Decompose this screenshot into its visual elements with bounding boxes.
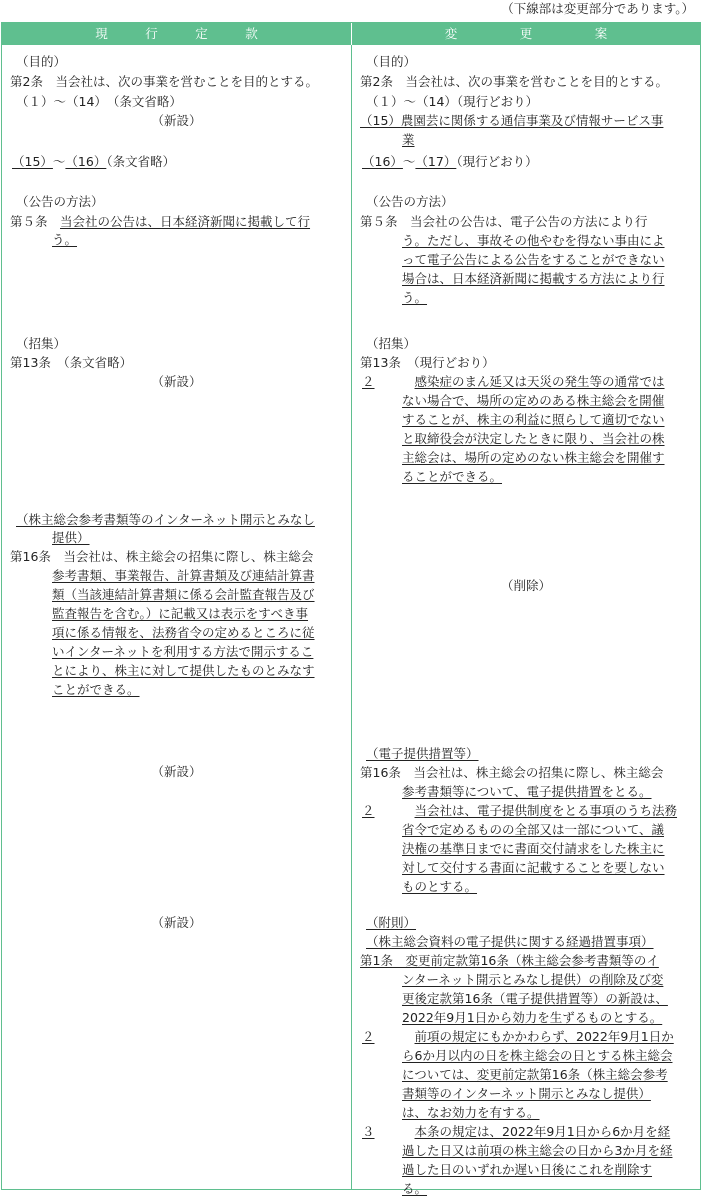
right-article13-heading: （招集）	[366, 336, 417, 351]
right-supp-article1-line2: ンターネット開示とみなし提供）の削除及び変	[402, 972, 664, 987]
right-article13-para2-line2: ない場合で、場所の定めのある株主総会を開催	[402, 393, 665, 408]
right-supp-para2-line4: 書類等のインターネット開示とみなし提供）	[402, 1086, 651, 1101]
right-supp-para3-line4: る。	[402, 1181, 428, 1196]
right-article5-line2: う。ただし、事故その他やむを得ない事由によ	[402, 233, 665, 248]
right-supp-para3-line3: 過した日のいずれか遅い日後にこれを削除す	[402, 1162, 653, 1177]
right-supplementary-heading: （附則）	[366, 915, 417, 930]
right-article5-line1: 第５条 当会社の公告は、電子公告の方法により行	[360, 214, 648, 229]
left-article16-line4: 監査報告を含む。）に記載又は表示をすべき事	[52, 606, 309, 621]
right-supp-article1-line3: 更後定款第16条（電子提供措置等）の新設は、	[402, 991, 668, 1006]
comparison-table	[1, 22, 701, 1196]
right-supp-para3-text: 本条の規定は、2022年9月1日から6か月を経	[414, 1124, 671, 1139]
right-article16-para2-line2: 省令で定めるものの全部又は一部について、議	[402, 822, 665, 837]
right-item17: （17）	[415, 154, 457, 169]
left-new-marker-2: （新設）	[151, 374, 202, 389]
left-article13-heading: （招集）	[16, 336, 67, 351]
right-article16-para2-text: 当会社は、電子提供制度をとる事項のうち法務	[414, 803, 678, 818]
left-new-marker-3: （新設）	[151, 764, 202, 779]
right-article16-heading: （電子提供措置等）	[366, 746, 479, 761]
right-supp-para2-line5: は、なお効力を有する。	[402, 1105, 540, 1120]
left-article16-line1: 第16条 当会社は、株主総会の招集に際し、株主総会	[10, 549, 314, 564]
left-item15: （15）	[12, 154, 53, 169]
right-article16-para2-line4: 対して交付する書面に記載することを要しない	[402, 860, 665, 875]
left-article16-line7: とにより、株主に対して提供したものとみなす	[52, 663, 315, 678]
right-article16-para2-line1	[362, 802, 677, 820]
left-article16-heading-2: 提供）	[52, 530, 90, 545]
right-article2-text: 第2条 当会社は、次の事業を営むことを目的とする。	[360, 74, 668, 89]
left-article5-label: 第５条	[10, 214, 61, 229]
right-article13-para2-line3: することが、株主の利益に照らして適切でない	[402, 412, 665, 427]
right-article2-items-16-17	[362, 153, 538, 171]
right-supp-article1-line1: 第1条 変更前定款第16条（株主総会参考書類等のイ	[360, 953, 659, 968]
header-proposed: 変 更 案	[444, 26, 608, 41]
left-article13-text: 第13条 （条文省略）	[10, 355, 133, 370]
column-divider	[351, 45, 352, 1189]
right-supp-para2-number: ２	[362, 1029, 375, 1044]
right-article13-para2-line1	[362, 373, 665, 391]
right-supp-para3-number: ３	[362, 1124, 375, 1139]
right-article16-line2: 参考書類等について、電子提供措置をとる。	[402, 784, 652, 799]
right-article16-para2-number: ２	[362, 803, 375, 818]
right-article5-heading: （公告の方法）	[366, 194, 454, 209]
left-article2-items: （１）～（14） （条文省略）	[16, 94, 182, 109]
right-article2-heading: （目的）	[366, 54, 417, 69]
header-current: 現 行 定 款	[95, 26, 258, 41]
left-article5-line1	[10, 213, 310, 231]
right-supp-para3-line1	[362, 1123, 670, 1141]
left-article16-line2: 参考書類、事業報告、計算書類及び連結計算書	[52, 568, 315, 583]
right-supp-para2-line2: ら6か月以内の日を株主総会の日とする株主総会	[402, 1048, 673, 1063]
left-new-marker-4: （新設）	[151, 915, 202, 930]
right-article2-item15-line2: 業	[402, 132, 415, 147]
right-supp-para3-line2: 過した日又は前項の株主総会の日から3か月を経	[402, 1143, 673, 1158]
left-article16-line6: いインターネットを利用する方法で開示するこ	[52, 644, 314, 659]
right-supp-para2-line1	[362, 1028, 674, 1046]
right-unchanged: （現行どおり）	[456, 154, 538, 169]
right-supp-article1-line4: 2022年9月1日から効力を生ずるものとする。	[402, 1010, 663, 1025]
left-omitted: （条文省略）	[106, 154, 176, 169]
right-para2-text: 感染症のまん延又は天災の発生等の通常では	[414, 374, 665, 389]
right-supplementary-subheading: （株主総会資料の電子提供に関する経過措置事項）	[366, 934, 654, 949]
right-article5-line3: って電子公告による公告をすることができない	[402, 252, 665, 267]
left-article2-items-15-16	[12, 153, 175, 171]
right-item16: （16）	[362, 154, 403, 169]
right-article13-text: 第13条 （現行どおり）	[360, 355, 495, 370]
left-article16-line8: ことができる。	[52, 682, 140, 697]
left-article16-heading-1: （株主総会参考書類等のインターネット開示とみなし	[16, 512, 315, 527]
right-supp-para2-line3: については、変更前定款第16条（株主総会参考	[402, 1067, 668, 1082]
left-article16-line5: 項に係る情報を、法務省令の定めるところに従	[52, 625, 315, 640]
right-article16-para2-line3: 決権の基準日までに書面交付請求をした株主に	[402, 841, 665, 856]
left-tilde: ～	[52, 154, 66, 169]
left-new-marker-1: （新設）	[151, 113, 202, 128]
table-header	[2, 23, 700, 45]
right-article5-line5: う。	[402, 290, 428, 305]
right-article16-para2-line5: ものとする。	[402, 879, 478, 894]
right-article2-item15-line1: （15）農園芸に関係する通信事業及び情報サービス事	[360, 113, 664, 128]
left-article2-text: 第2条 当会社は、次の事業を営むことを目的とする。	[10, 74, 318, 89]
right-article5-line4: 場合は、日本経済新聞に掲載する方法により行	[402, 271, 665, 286]
right-article13-para2-line6: ることができる。	[402, 469, 503, 484]
left-article5-heading: （公告の方法）	[16, 194, 104, 209]
underline-note: （下線部は変更部分であります。）	[501, 1, 694, 16]
right-article2-items: （１）～（14）（現行どおり）	[366, 94, 539, 109]
right-article13-para2-line5: 主総会は、場所の定めのない株主総会を開催す	[402, 450, 665, 465]
right-tilde: ～	[402, 154, 416, 169]
left-article16-line3: 類（当該連結計算書類に係る会計監査報告及び	[52, 587, 315, 602]
left-item16: （16）	[65, 154, 107, 169]
right-deleted-marker: （削除）	[500, 578, 551, 593]
left-article2-heading: （目的）	[16, 54, 67, 69]
right-article13-para2-line4: と取締役会が決定したときに限り、当会社の株	[402, 431, 665, 446]
left-article5-text: 当会社の公告は、日本経済新聞に掲載して行	[60, 214, 311, 229]
left-article5-line2: う。	[52, 232, 78, 247]
right-para2-number: ２	[362, 374, 375, 389]
right-supp-para2-text: 前項の規定にもかかわらず、2022年9月1日か	[414, 1029, 674, 1044]
right-article16-line1: 第16条 当会社は、株主総会の招集に際し、株主総会	[360, 765, 664, 780]
